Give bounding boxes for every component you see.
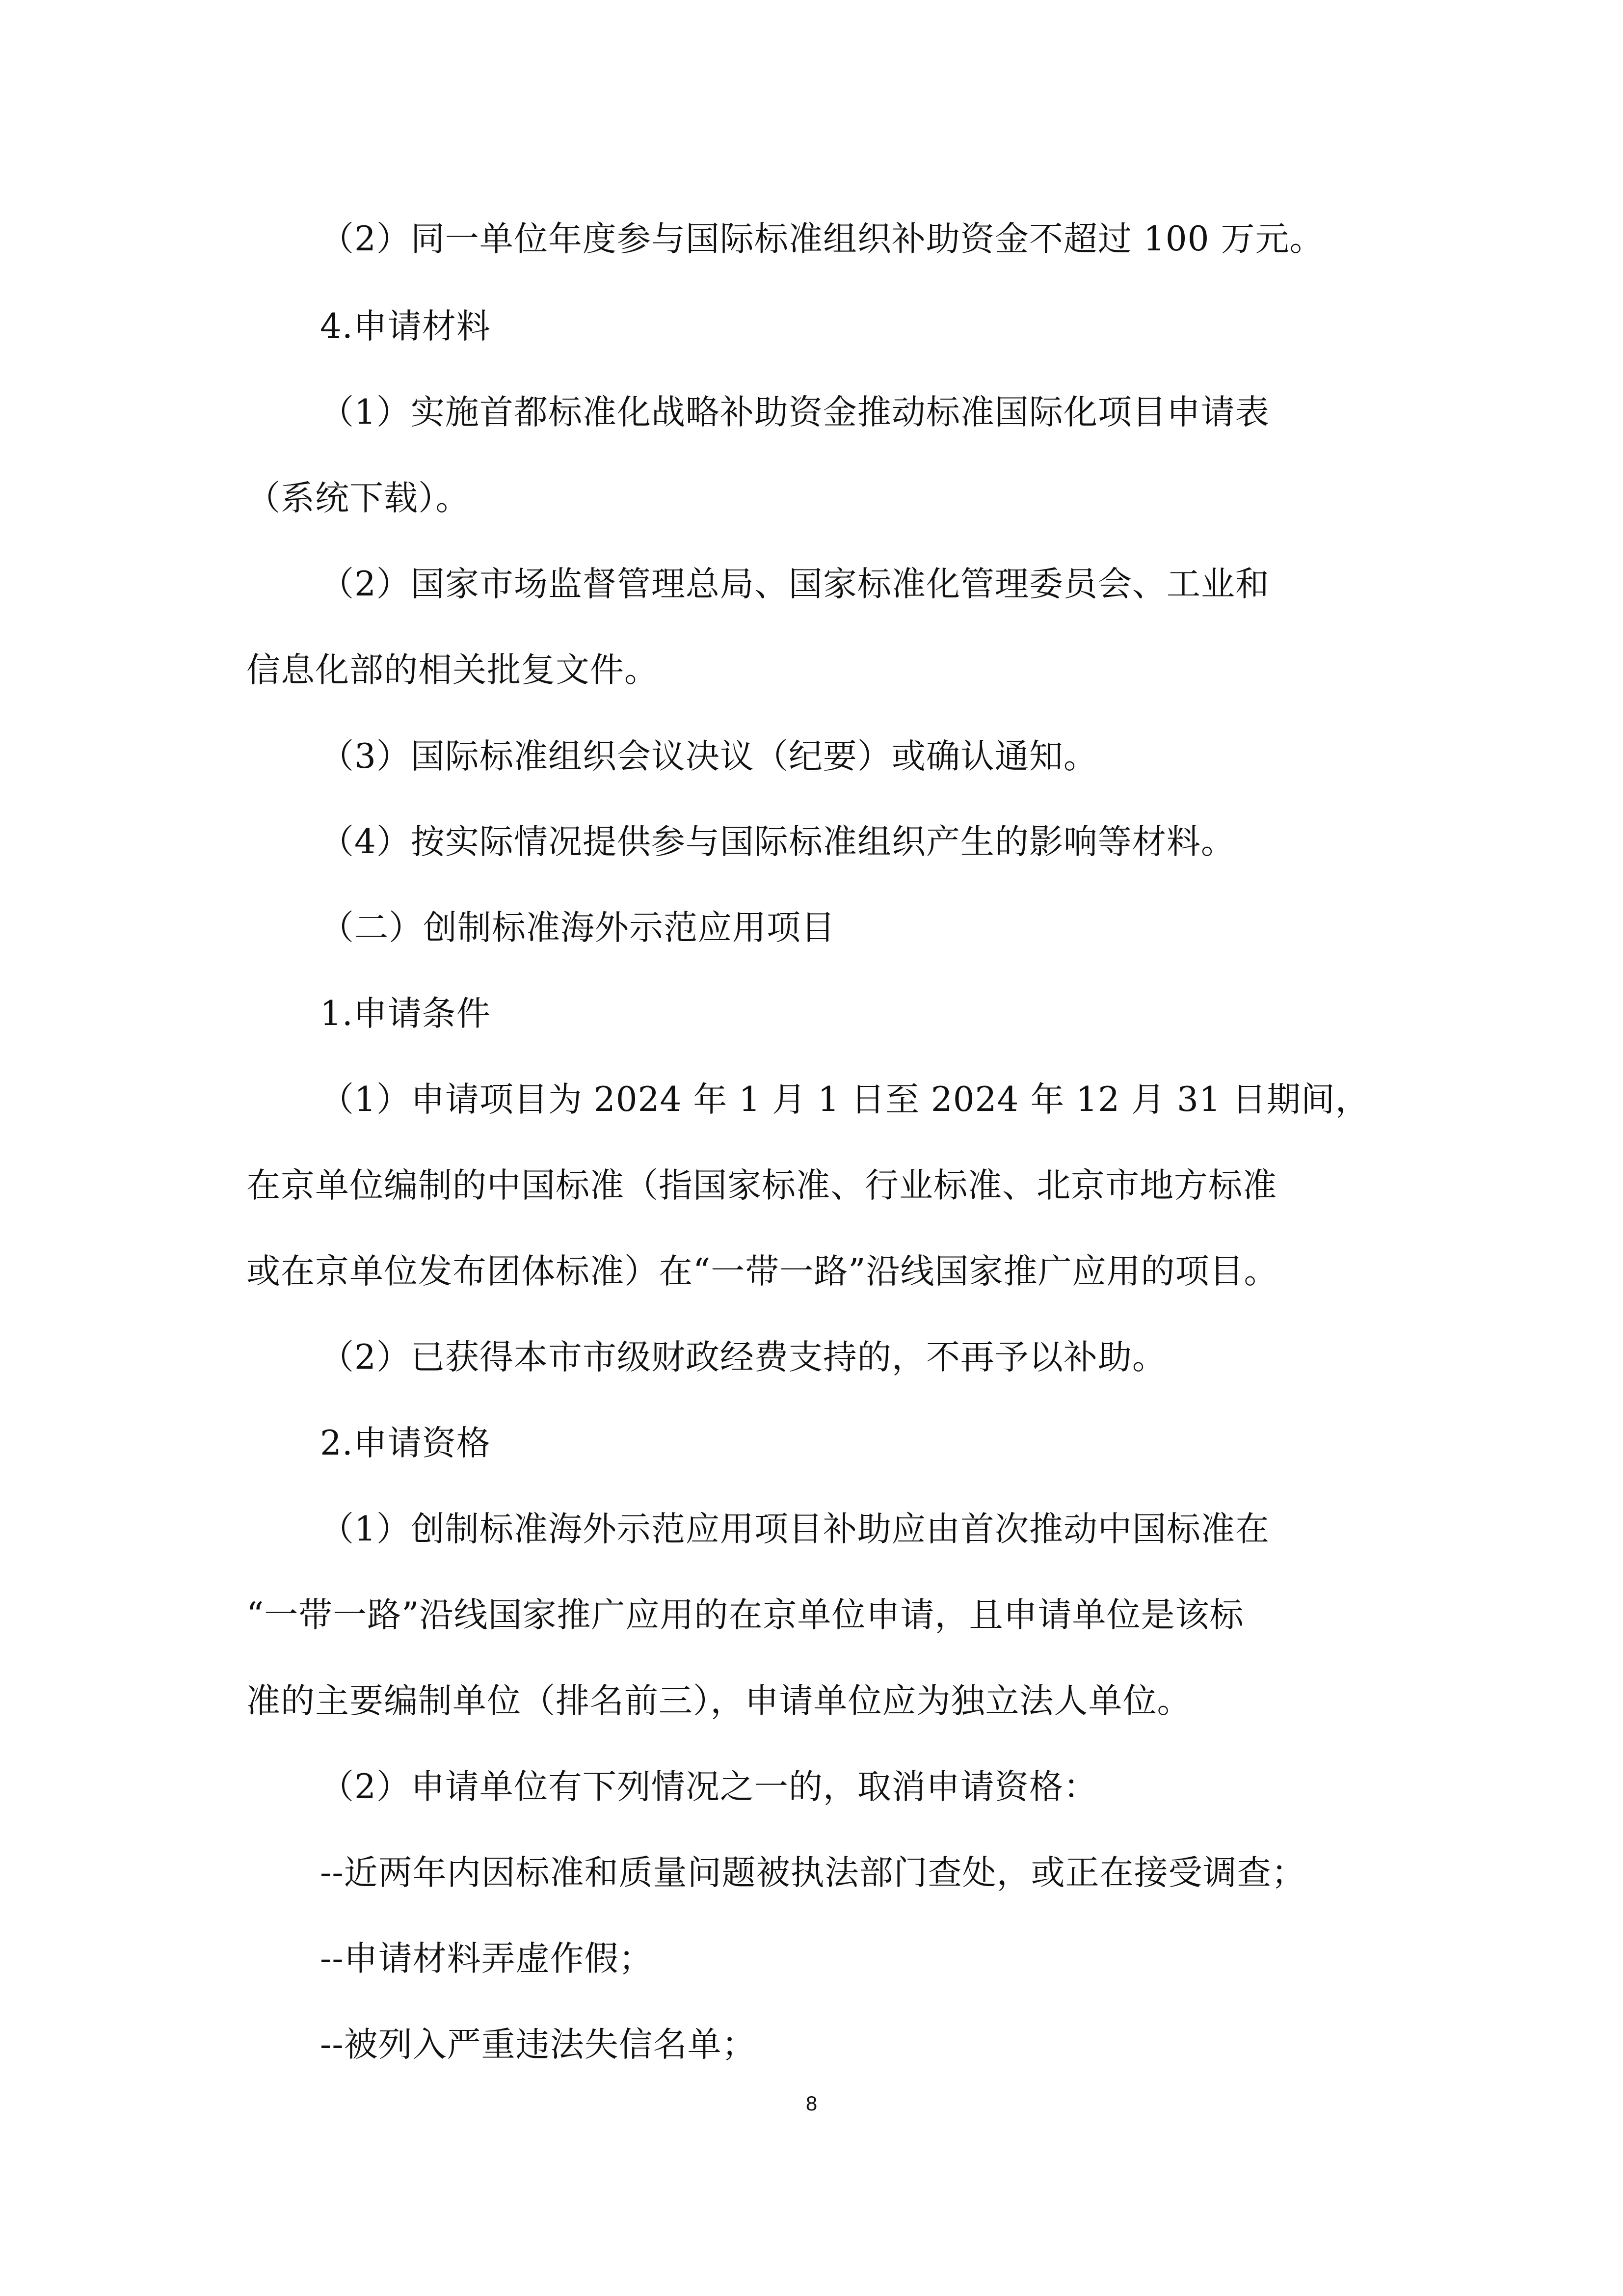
paragraph-line: 信息化部的相关批复文件。 bbox=[246, 650, 659, 690]
paragraph-line: （1）实施首都标准化战略补助资金推动标准国际化项目申请表 bbox=[320, 393, 1270, 432]
list-item: --近两年内因标准和质量问题被执法部门查处，或正在接受调查； bbox=[320, 1853, 1306, 1892]
paragraph-line: （2）国家市场监督管理总局、国家标准化管理委员会、工业和 bbox=[320, 565, 1270, 604]
paragraph-line: （2）已获得本市市级财政经费支持的，不再予以补助。 bbox=[320, 1338, 1167, 1377]
page-number: 8 bbox=[805, 2092, 818, 2115]
paragraph-line: （2）申请单位有下列情况之一的，取消申请资格： bbox=[320, 1767, 1098, 1807]
paragraph-line: 在京单位编制的中国标准（指国家标准、行业标准、北京市地方标准 bbox=[246, 1166, 1277, 1205]
section-heading: 4.申请材料 bbox=[320, 307, 491, 346]
paragraph-line: 或在京单位发布团体标准）在“一带一路”沿线国家推广应用的项目。 bbox=[246, 1252, 1278, 1291]
paragraph-line: 准的主要编制单位（排名前三），申请单位应为独立法人单位。 bbox=[246, 1681, 1192, 1721]
paragraph-line: “一带一路”沿线国家推广应用的在京单位申请，且申请单位是该标 bbox=[246, 1595, 1244, 1635]
list-item: --被列入严重违法失信名单； bbox=[320, 2025, 756, 2064]
section-heading: （二）创制标准海外示范应用项目 bbox=[320, 908, 835, 947]
section-heading: 1.申请条件 bbox=[320, 994, 491, 1033]
paragraph-line: （1）申请项目为 2024 年 1 月 1 日至 2024 年 12 月 31 日期间， bbox=[320, 1080, 1370, 1119]
paragraph-line: （系统下载）。 bbox=[246, 479, 470, 518]
list-item: --申请材料弄虚作假； bbox=[320, 1939, 653, 1978]
paragraph-line: （2）同一单位年度参与国际标准组织补助资金不超过 100 万元。 bbox=[320, 219, 1324, 259]
paragraph-line: （1）创制标准海外示范应用项目补助应由首次推动中国标准在 bbox=[320, 1510, 1270, 1549]
paragraph-line: （4）按实际情况提供参与国际标准组织产生的影响等材料。 bbox=[320, 822, 1235, 862]
paragraph-line: （3）国际标准组织会议决议（纪要）或确认通知。 bbox=[320, 737, 1098, 776]
section-heading: 2.申请资格 bbox=[320, 1424, 491, 1463]
